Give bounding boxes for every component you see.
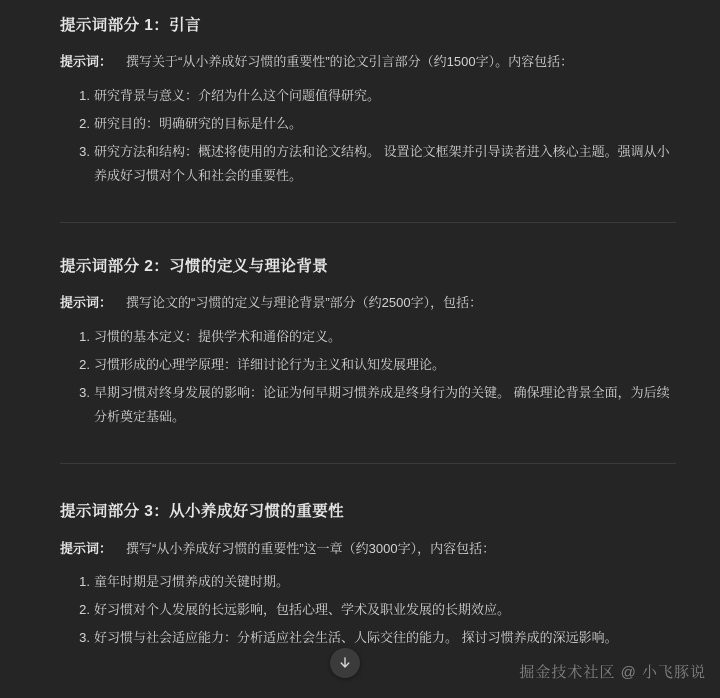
prompt-section-1 bbox=[60, 0, 676, 223]
list-item: 早期习惯对终身发展的影响：论证为何早期习惯养成是终身行为的关键。 确保理论背景全面，为后续分析奠定基础。 bbox=[94, 385, 670, 425]
arrow-down-icon bbox=[338, 656, 352, 670]
list-item: 好习惯对个人发展的长远影响，包括心理、学术及职业发展的长期效应。 bbox=[94, 602, 511, 618]
list-item: 研究方法和结构：概述将使用的方法和论文结构。 设置论文框架并引导读者进入核心主题。强调从小养成好习惯对个人和社会的重要性。 bbox=[94, 144, 670, 184]
prompt-label: 提示词： bbox=[60, 295, 113, 311]
prompt-text: 撰写论文的“习惯的定义与理论背景”部分（约2500字），包括： bbox=[126, 295, 483, 311]
list-item: 习惯形成的心理学原理：详细讨论行为主义和认知发展理论。 bbox=[94, 357, 446, 373]
section-title: 提示词部分 2：习惯的定义与理论背景 bbox=[60, 258, 329, 276]
list-item: 好习惯与社会适应能力：分析适应社会生活、人际交往的能力。 探讨习惯养成的深远影响。 bbox=[94, 630, 618, 646]
spacer bbox=[60, 464, 676, 498]
prompt-label: 提示词： bbox=[60, 540, 113, 556]
prompt-line bbox=[60, 538, 676, 561]
prompt-text: 撰写“从小养成好习惯的重要性”这一章（约3000字），内容包括： bbox=[126, 540, 496, 556]
section-title: 提示词部分 3：从小养成好习惯的重要性 bbox=[60, 503, 345, 521]
list-item: 习惯的基本定义：提供学术和通俗的定义。 bbox=[94, 329, 342, 345]
prompt-section-3 bbox=[60, 498, 676, 650]
prompt-section-2 bbox=[60, 253, 676, 464]
section-title: 提示词部分 1：引言 bbox=[60, 17, 201, 34]
prompt-text: 撰写关于“从小养成好习惯的重要性”的论文引言部分（约1500字）。内容包括： bbox=[126, 54, 574, 70]
prompt-label: 提示词： bbox=[60, 54, 113, 70]
prompt-item-list bbox=[60, 325, 676, 429]
watermark: 掘金技术社区 @ 小飞豚说 bbox=[519, 664, 706, 681]
prompt-item-list bbox=[60, 84, 676, 188]
prompt-item-list bbox=[60, 570, 676, 650]
prompt-line bbox=[60, 292, 676, 315]
scroll-to-bottom-button[interactable] bbox=[330, 648, 360, 678]
prompt-line bbox=[60, 51, 676, 74]
list-item: 研究背景与意义：介绍为什么这个问题值得研究。 bbox=[94, 88, 381, 103]
list-item: 研究目的：明确研究的目标是什么。 bbox=[94, 116, 303, 132]
list-item: 童年时期是习惯养成的关键时期。 bbox=[94, 574, 290, 590]
spacer bbox=[60, 223, 676, 253]
